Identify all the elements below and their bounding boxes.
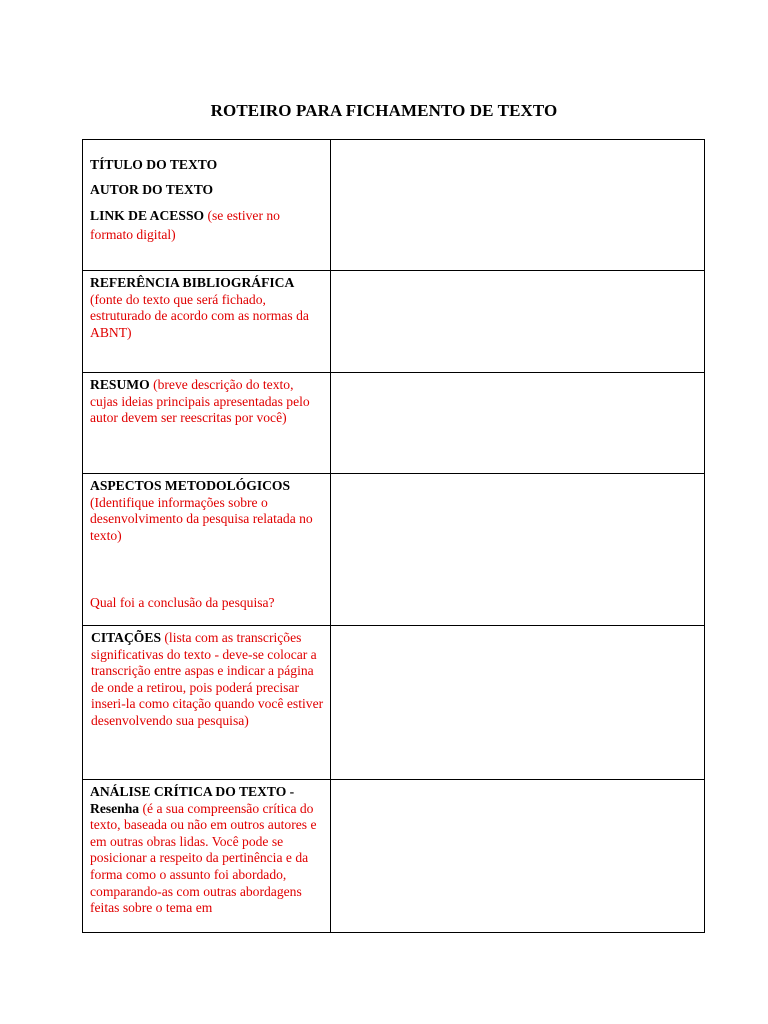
table-row <box>83 140 705 271</box>
label-cell-resumo <box>83 373 331 474</box>
table-row <box>83 373 705 474</box>
label-cell-citacoes <box>83 626 331 780</box>
table-row <box>83 271 705 373</box>
answer-cell-analise[interactable] <box>331 780 705 933</box>
hint-referencia: (fonte do texto que será fichado, estruturado de acordo com as normas da ABNT) <box>90 291 309 340</box>
label-cell-analise <box>83 780 331 933</box>
table-row <box>83 626 705 780</box>
label-referencia: REFERÊNCIA BIBLIOGRÁFICA <box>90 275 295 290</box>
referencia-paragraph <box>90 275 324 341</box>
hint-metodologia: (Identifique informações sobre o desenvolvimento da pesquisa relatada no texto) <box>90 494 313 543</box>
question-conclusao: Qual foi a conclusão da pesquisa? <box>90 595 275 611</box>
label-metodologia: ASPECTOS METODOLÓGICOS <box>90 478 291 493</box>
hint-resumo: (breve descrição do texto, cujas ideias principais apresentadas pelo autor devem ser reescritas por você) <box>90 377 310 426</box>
label-cell-identificacao <box>83 140 331 271</box>
label-citacoes: CITAÇÕES <box>91 630 161 645</box>
label-resumo: RESUMO <box>90 377 150 392</box>
table-row <box>83 474 705 626</box>
hint-link: (se estiver no formato digital) <box>90 208 280 242</box>
label-autor: AUTOR DO TEXTO <box>90 181 214 197</box>
resumo-paragraph <box>90 377 324 427</box>
answer-cell-resumo[interactable] <box>331 373 705 474</box>
fichamento-table <box>82 139 705 933</box>
hint-citacoes: (lista com as transcrições significativas do texto - deve-se colocar a transcrição entre aspas e indicar a página de onde a retirou, pois poderá precisar inseri-la como citação quando você estiver desenvolvendo sua pesquisa) <box>91 630 324 728</box>
answer-cell-citacoes[interactable] <box>331 626 705 780</box>
label-link: LINK DE ACESSO <box>90 208 205 224</box>
page-title: ROTEIRO PARA FICHAMENTO DE TEXTO <box>210 101 558 120</box>
answer-cell-metodologia[interactable] <box>331 474 705 626</box>
answer-cell-referencia[interactable] <box>331 271 705 373</box>
label-analise: ANÁLISE CRÍTICA DO TEXTO - Resenha <box>90 784 295 816</box>
table-row <box>83 780 705 933</box>
label-cell-referencia <box>83 271 331 373</box>
label-link-paragraph <box>90 207 324 244</box>
analise-paragraph <box>90 784 324 917</box>
label-cell-metodologia <box>83 474 331 626</box>
label-titulo: TÍTULO DO TEXTO <box>90 157 218 172</box>
hint-analise: (é a sua compreensão crítica do texto, baseada ou não em outros autores e em outras obras lidas. Você pode se posicionar a respeito da pertinência e da forma como o assunto foi abordado, comparando-as com outras abordagens feitas sobre o tema em <box>90 800 317 916</box>
citacoes-paragraph <box>91 630 324 730</box>
answer-cell-identificacao[interactable] <box>331 140 705 271</box>
